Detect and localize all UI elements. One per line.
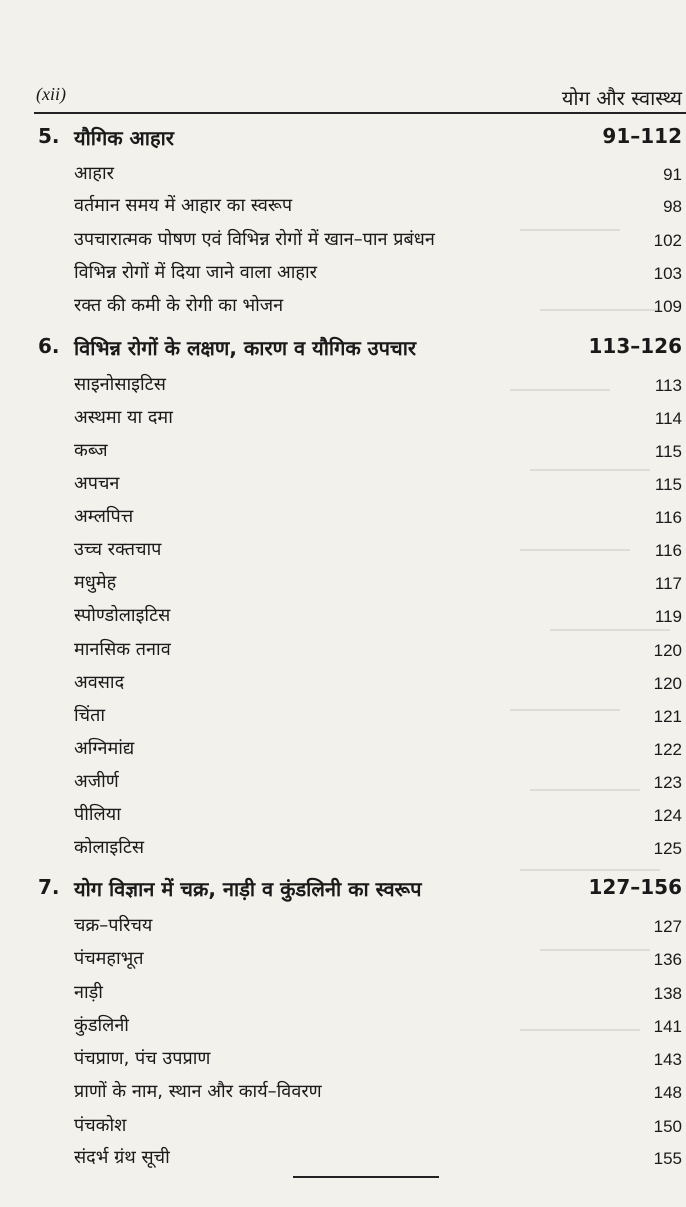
toc-entry-title: कुंडलिनी <box>74 1015 129 1036</box>
chapter-heading <box>38 334 682 366</box>
toc-entry-title: कब्ज <box>74 440 108 461</box>
toc-entry <box>74 736 682 766</box>
toc-entry-page: 123 <box>653 773 682 792</box>
toc-entry-page: 136 <box>653 950 682 969</box>
chapter-heading <box>38 875 682 907</box>
toc-entry-page: 125 <box>653 839 682 858</box>
toc-entry <box>74 670 682 700</box>
toc-entry-page: 127 <box>653 917 682 936</box>
toc-entry-page: 155 <box>653 1149 682 1168</box>
toc-entry-title: अजीर्ण <box>74 771 119 792</box>
chapter-page-range: 91–112 <box>602 124 682 148</box>
toc-entry-page: 115 <box>654 442 682 461</box>
toc-entry-page: 116 <box>654 508 682 527</box>
toc-entry-page: 117 <box>654 574 682 593</box>
toc-entry-title: अम्लपित्त <box>74 506 134 527</box>
toc-entry-title: पंचप्राण, पंच उपप्राण <box>74 1048 211 1069</box>
chapter-heading <box>38 124 682 156</box>
toc-entry <box>74 1145 682 1175</box>
toc-entry-page: 113 <box>654 376 682 395</box>
toc-entry <box>74 1113 682 1143</box>
toc-entry <box>74 603 682 633</box>
toc-entry-page: 124 <box>653 806 682 825</box>
chapter-page-range: 127–156 <box>588 875 682 899</box>
toc-entry <box>74 913 682 943</box>
footer-divider <box>293 1176 439 1178</box>
toc-entry-title: अपचन <box>74 473 120 494</box>
toc-entry <box>74 161 682 191</box>
chapter-title: विभिन्न रोगों के लक्षण, कारण व यौगिक उपचार <box>74 336 417 360</box>
toc-entry-title: अग्निमांद्य <box>74 738 135 759</box>
toc-entry-title: रक्त की कमी के रोगी का भोजन <box>74 295 284 316</box>
toc-entry <box>74 193 682 223</box>
toc-entry-title: कोलाइटिस <box>74 837 145 858</box>
chapter-number: 5. <box>38 124 60 148</box>
toc-entry-title: पंचकोश <box>74 1115 127 1136</box>
toc-entry <box>74 227 682 257</box>
toc-entry <box>74 293 682 323</box>
page-header <box>36 84 682 112</box>
toc-entry-page: 114 <box>654 409 682 428</box>
toc-entry <box>74 802 682 832</box>
toc-entry <box>74 703 682 733</box>
toc-entry-page: 150 <box>653 1117 682 1136</box>
toc-entry-page: 138 <box>653 984 682 1003</box>
toc-entry-page: 103 <box>653 264 682 283</box>
toc-entry <box>74 372 682 402</box>
toc-entry-title: आहार <box>74 163 114 184</box>
toc-entry-title: मानसिक तनाव <box>74 639 171 660</box>
toc-entry-title: उपचारात्मक पोषण एवं विभिन्न रोगों में खान–पान प्रबंधन <box>74 229 435 250</box>
toc-entry-page: 148 <box>653 1083 682 1102</box>
toc-entry-page: 115 <box>654 475 682 494</box>
toc-entry-title: पीलिया <box>74 804 121 825</box>
toc-entry-title: संदर्भ ग्रंथ सूची <box>74 1147 170 1168</box>
toc-entry <box>74 637 682 667</box>
header-divider <box>34 112 686 114</box>
chapter-title: योग विज्ञान में चक्र, नाड़ी व कुंडलिनी का स्वरूप <box>74 877 422 901</box>
toc-entry-title: विभिन्न रोगों में दिया जाने वाला आहार <box>74 262 318 283</box>
chapter-page-range: 113–126 <box>588 334 682 358</box>
toc-entry <box>74 260 682 290</box>
toc-entry-title: पंचमहाभूत <box>74 948 144 969</box>
toc-entry-page: 91 <box>663 165 682 184</box>
toc-entry <box>74 471 682 501</box>
toc-entry <box>74 835 682 865</box>
toc-entry <box>74 946 682 976</box>
toc-entry <box>74 1046 682 1076</box>
chapter-title: यौगिक आहार <box>74 126 174 150</box>
toc-entry-page: 109 <box>653 297 682 316</box>
toc-entry-page: 121 <box>653 707 682 726</box>
toc-entry <box>74 1013 682 1043</box>
toc-entry <box>74 405 682 435</box>
toc-entry-page: 102 <box>653 231 682 250</box>
toc-entry <box>74 1079 682 1109</box>
toc-entry <box>74 438 682 468</box>
toc-entry-title: मधुमेह <box>74 572 117 593</box>
toc-entry-title: स्पोण्डोलाइटिस <box>74 605 171 626</box>
toc-entry-page: 120 <box>653 674 682 693</box>
toc-entry-page: 98 <box>663 197 682 216</box>
toc-entry <box>74 504 682 534</box>
toc-entry-title: अवसाद <box>74 672 125 693</box>
toc-entry-page: 119 <box>654 607 682 626</box>
toc-entry-page: 141 <box>653 1017 682 1036</box>
toc-entry-title: चक्र–परिचय <box>74 915 153 936</box>
toc-entry-title: नाड़ी <box>74 982 103 1003</box>
toc-entry-title: साइनोसाइटिस <box>74 374 166 395</box>
toc-entry-title: प्राणों के नाम, स्थान और कार्य–विवरण <box>74 1081 322 1102</box>
toc-entry-page: 116 <box>654 541 682 560</box>
chapter-number: 7. <box>38 875 60 899</box>
toc-entry-title: वर्तमान समय में आहार का स्वरूप <box>74 195 293 216</box>
toc-entry <box>74 769 682 799</box>
toc-entry-title: उच्च रक्तचाप <box>74 539 162 560</box>
toc-entry-title: अस्थमा या दमा <box>74 407 173 428</box>
toc-entry-page: 143 <box>653 1050 682 1069</box>
toc-entry-title: चिंता <box>74 705 106 726</box>
toc-entry <box>74 980 682 1010</box>
running-book-title: योग और स्वास्थ्य <box>561 86 682 110</box>
toc-entry-page: 120 <box>653 641 682 660</box>
toc-entry <box>74 570 682 600</box>
toc-entry-page: 122 <box>653 740 682 759</box>
page-number-label: (xii) <box>36 84 66 104</box>
toc-entry <box>74 537 682 567</box>
chapter-number: 6. <box>38 334 60 358</box>
